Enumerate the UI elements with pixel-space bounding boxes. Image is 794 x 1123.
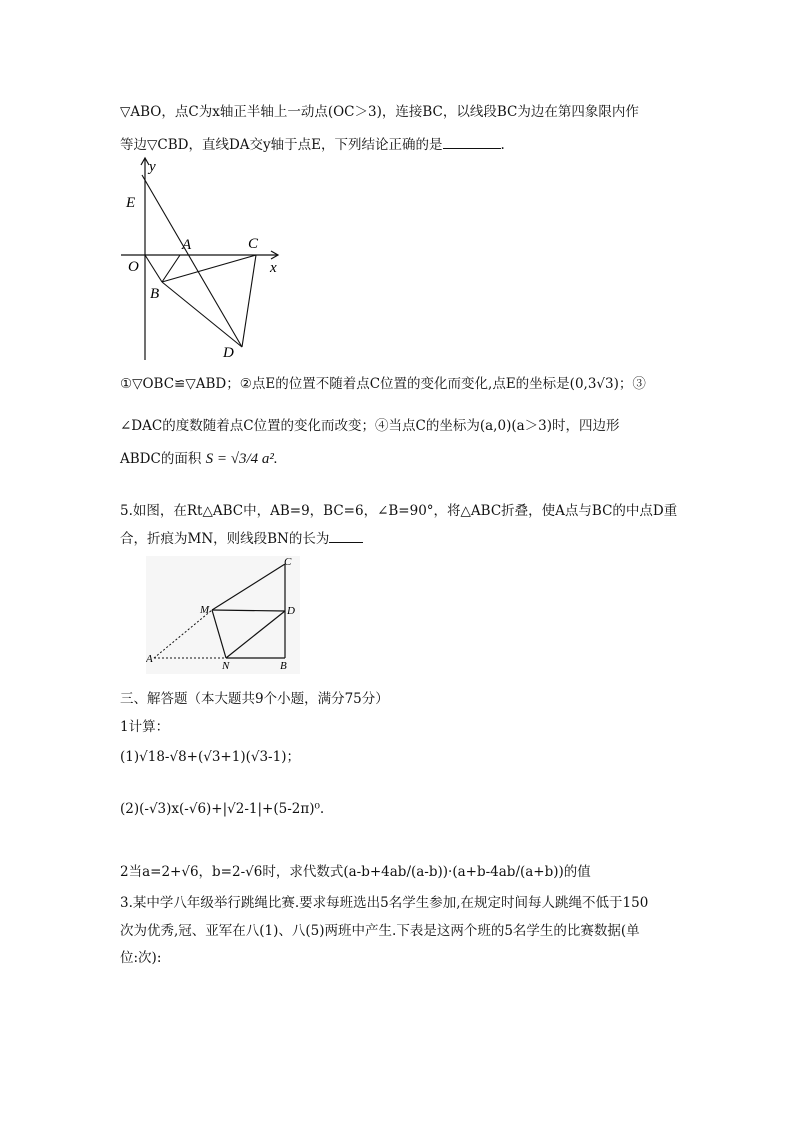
label-C: C: [248, 236, 259, 252]
label-y: y: [149, 159, 156, 175]
problem3-line1: 3.某中学八年级举行跳绳比赛.要求每班选出5名学生参加,在规定时间每人跳绳不低于150: [120, 895, 649, 911]
label-M: M: [200, 604, 210, 616]
problem3-line3: 位:次):: [120, 950, 162, 966]
label-D: D: [223, 345, 234, 361]
section3-title: 三、解答题（本大题共9个小题，满分75分）: [120, 691, 389, 707]
problem3-line2: 次为优秀,冠、亚军在八(1)、八(5)两班中产生.下表是这两个班的5名学生的比赛数据(单: [120, 923, 640, 939]
label-B: B: [150, 286, 160, 302]
label-x: x: [270, 260, 277, 276]
label-D: D: [287, 605, 295, 617]
answer-blank: [443, 136, 501, 149]
problem1-part2: (2)(-√3)x(-√6)+|√2-1|+(5-2π)⁰.: [120, 801, 325, 817]
q4-line2: [120, 133, 505, 153]
label-O: O: [128, 259, 139, 275]
q5-line1: 5.如图，在Rt△ABC中，AB=9，BC=6，∠B=90°，将△ABC折叠，使A点与BC的中点D重: [120, 503, 678, 519]
problem1-part1: (1)√18-√8+(√3+1)(√3-1)；: [120, 749, 300, 765]
problem2: 2当a=2+√6，b=2-√6时，求代数式(a-b+4ab/(a-b))·(a+b-4ab/(a+b))的值: [120, 864, 591, 880]
label-E: E: [126, 195, 136, 211]
q4-area-text: ABDC的面积: [120, 451, 202, 467]
q5-triangle-figure: [146, 556, 300, 674]
label-A: A: [146, 653, 153, 665]
q5-line2-text: 合，折痕为MN，则线段BN的长为: [120, 531, 330, 547]
q4-line2-end: .: [500, 137, 505, 153]
label-N: N: [222, 660, 230, 672]
q5-line2: [120, 527, 363, 547]
answer-blank: [329, 530, 363, 543]
problem1-title: 1计算：: [120, 719, 170, 735]
q4-line1: ▽ABO，点C为x轴正半轴上一动点(OC＞3)，连接BC，以线段BC为边在第四象限内作: [120, 104, 639, 120]
q4-options-line3: [120, 447, 278, 468]
q4-line2-text: 等边▽CBD，直线DA交y轴于点E，下列结论正确的是: [120, 137, 443, 153]
q4-coordinate-figure: [118, 155, 293, 365]
label-C: C: [284, 556, 292, 568]
q4-options-line2: ∠DAC的度数随着点C位置的变化而改变；④当点C的坐标为(a,0)(a＞3)时，四边形: [120, 418, 620, 434]
label-A: A: [182, 237, 192, 253]
q4-area-formula: S = √3/4 a².: [205, 451, 278, 467]
label-B: B: [280, 660, 287, 672]
q4-options-line1: ①▽OBC≌▽ABD；②点E的位置不随着点C位置的变化而变化,点E的坐标是(0,3√3)；③: [120, 376, 646, 392]
